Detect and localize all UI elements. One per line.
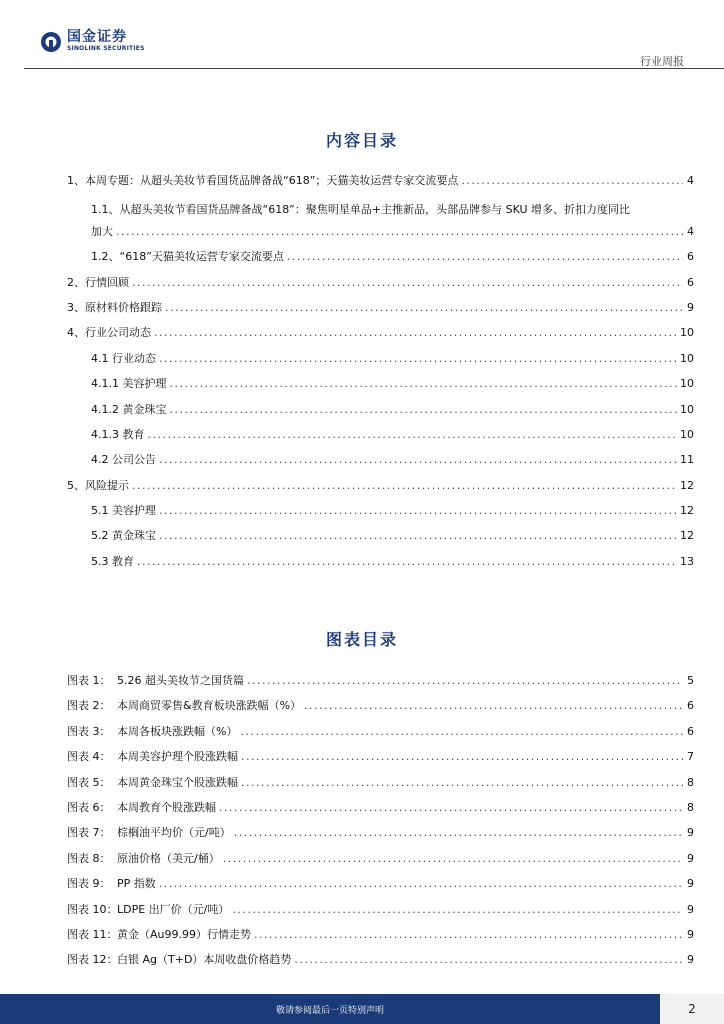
- figure-number: 图表 3：: [67, 724, 111, 738]
- toc-entry-text: 加大: [91, 224, 113, 238]
- figure-entry[interactable]: [67, 774, 694, 799]
- toc-entry-page: 12: [680, 504, 694, 518]
- leader-dots: [116, 225, 683, 238]
- leader-dots: [137, 555, 677, 568]
- leader-dots: [170, 377, 678, 390]
- toc-entry-text: 4.1.3 教育: [91, 427, 145, 441]
- figure-entry[interactable]: [67, 824, 694, 849]
- toc-list: [67, 172, 694, 578]
- toc-entry-wrapped-line[interactable]: 1.1、从超头美妆节看国货品牌备战“618”：聚焦明星单品+主推新品，头部品牌参与 SKU 增多、折扣力度同比: [91, 203, 631, 217]
- leader-dots: [287, 250, 683, 263]
- figure-page: 9: [687, 902, 694, 916]
- toc-entry-page: 10: [680, 427, 694, 441]
- toc-entry-text: 5.2 黄金珠宝: [91, 529, 156, 543]
- leader-dots: [159, 529, 677, 542]
- toc-entry-page: 11: [680, 453, 694, 467]
- figure-entry[interactable]: [67, 748, 694, 773]
- leader-dots: [241, 776, 683, 789]
- figure-number: 图表 4：: [67, 750, 111, 764]
- figure-entry[interactable]: [67, 697, 694, 722]
- figure-page: 6: [687, 724, 694, 738]
- toc-entry[interactable]: [67, 274, 694, 299]
- sinolink-logo: [40, 30, 145, 53]
- leader-dots: [461, 174, 683, 187]
- figure-number: 图表 9：: [67, 877, 111, 891]
- toc-entry[interactable]: [67, 451, 694, 476]
- figure-page: 9: [687, 927, 694, 941]
- toc-entry[interactable]: [67, 248, 694, 273]
- figure-number: 图表 2：: [67, 699, 111, 713]
- logo-company-name: 国金证券: [67, 29, 127, 45]
- toc-entry-text: 4.1.1 美容护理: [91, 377, 167, 391]
- toc-entry-page: 6: [687, 275, 694, 289]
- toc-entry-page: 10: [680, 402, 694, 416]
- figure-caption: LDPE 出厂价（元/吨）: [117, 902, 230, 916]
- leader-dots: [159, 453, 677, 466]
- figure-number: 图表 1：: [67, 674, 111, 687]
- toc-entry-page: 4: [687, 224, 694, 238]
- leader-dots: [154, 326, 677, 339]
- figure-caption: 本周各板块涨跌幅（%）: [117, 724, 238, 738]
- figure-number: 图表 7：: [67, 826, 111, 840]
- figure-entry[interactable]: [67, 850, 694, 875]
- figure-page: 5: [687, 674, 694, 687]
- figure-caption: 本周美容护理个股涨跌幅: [117, 750, 238, 764]
- toc-entry[interactable]: [67, 426, 694, 451]
- figure-caption: 原油价格（美元/桶）: [117, 851, 220, 865]
- figure-caption: 黄金（Au99.99）行情走势: [117, 927, 251, 941]
- leader-dots: [219, 801, 683, 814]
- figure-caption: PP 指数: [117, 877, 156, 891]
- leader-dots: [254, 928, 683, 941]
- page-number: 2: [660, 994, 724, 1024]
- figure-entry[interactable]: [67, 799, 694, 824]
- leader-dots: [148, 428, 678, 441]
- toc-entry-text: 4.2 公司公告: [91, 453, 156, 467]
- toc-entry[interactable]: [67, 502, 694, 527]
- toc-entry[interactable]: [67, 401, 694, 426]
- leader-dots: [159, 877, 683, 890]
- figure-caption: 本周商贸零售&教育板块涨跌幅（%）: [117, 699, 302, 713]
- toc-entry[interactable]: [67, 299, 694, 324]
- figure-caption: 本周教育个股涨跌幅: [117, 800, 216, 814]
- toc-entry-text: 1、本周专题：从超头美妆节看国货品牌备战“618”；天猫美妆运营专家交流要点: [67, 174, 459, 187]
- toc-entry[interactable]: [67, 350, 694, 375]
- toc-entry[interactable]: [67, 477, 694, 502]
- figure-page: 9: [687, 851, 694, 865]
- leader-dots: [170, 403, 678, 416]
- figure-caption: 棕榈油平均价（元/吨）: [117, 826, 231, 840]
- toc-entry-text: 4、行业公司动态: [67, 326, 151, 340]
- figure-page: 9: [687, 826, 694, 840]
- figure-entry[interactable]: [67, 672, 694, 697]
- leader-dots: [234, 826, 683, 839]
- toc-entry-text: 4.1 行业动态: [91, 351, 156, 365]
- figure-number: 图表 5：: [67, 775, 111, 789]
- toc-entry-page: 4: [687, 174, 694, 187]
- figure-entry[interactable]: [67, 926, 694, 951]
- toc-entry-page: 9: [687, 300, 694, 314]
- figure-caption: 本周黄金珠宝个股涨跌幅: [117, 775, 238, 789]
- figure-entry[interactable]: [67, 901, 694, 926]
- figure-entry[interactable]: [67, 723, 694, 748]
- leader-dots: [294, 953, 683, 966]
- leader-dots: [232, 903, 683, 916]
- toc-entry[interactable]: [67, 172, 694, 197]
- toc-entry[interactable]: [67, 223, 694, 248]
- toc-entry[interactable]: [67, 553, 694, 578]
- leader-dots: [223, 852, 683, 865]
- toc-entry-page: 6: [687, 250, 694, 264]
- figure-entry[interactable]: [67, 875, 694, 900]
- figures-title: 图表目录: [325, 630, 398, 649]
- toc-entry-page: 13: [680, 554, 694, 568]
- figure-page: 8: [687, 775, 694, 789]
- leader-dots: [159, 352, 677, 365]
- figure-number: 图表 8：: [67, 851, 111, 865]
- leader-dots: [132, 276, 683, 289]
- figure-number: 图表 11：: [67, 927, 118, 941]
- footer-disclaimer: 敬请参阅最后一页特别声明: [0, 994, 660, 1024]
- figure-caption: 白银 Ag（T+D）本周收盘价格趋势: [117, 953, 292, 967]
- logo-company-name-en: SINOLINK SECURITIES: [67, 45, 145, 52]
- leader-dots: [241, 750, 683, 763]
- toc-entry-text: 5.3 教育: [91, 554, 134, 568]
- figure-entry[interactable]: [67, 951, 694, 976]
- leader-dots: [240, 725, 683, 738]
- toc-entry[interactable]: [67, 375, 694, 400]
- figure-number: 图表 10：: [67, 902, 118, 916]
- header-divider: [24, 68, 724, 69]
- figure-page: 9: [687, 953, 694, 967]
- toc-entry-page: 10: [680, 351, 694, 365]
- toc-entry-page: 10: [680, 326, 694, 340]
- leader-dots: [132, 479, 677, 492]
- figures-list: [67, 672, 694, 977]
- toc-entry[interactable]: [67, 527, 694, 552]
- toc-entry-text: 2、行情回顾: [67, 275, 129, 289]
- figure-caption: 5.26 超头美妆节之国货篇: [117, 674, 244, 687]
- toc-entry-text: 5.1 美容护理: [91, 504, 156, 518]
- toc-entry-page: 12: [680, 529, 694, 543]
- toc-entry-text: 3、原材料价格跟踪: [67, 300, 162, 314]
- toc-entry-page: 12: [680, 478, 694, 492]
- figure-page: 6: [687, 699, 694, 713]
- figure-number: 图表 6：: [67, 800, 111, 814]
- toc-title: 内容目录: [325, 131, 398, 150]
- toc-entry[interactable]: [67, 324, 694, 349]
- sinolink-logo-icon: [40, 31, 62, 53]
- figure-page: 7: [687, 750, 694, 764]
- toc-entry-page: 10: [680, 377, 694, 391]
- toc-entry-text: 5、风险提示: [67, 478, 129, 492]
- leader-dots: [159, 504, 677, 517]
- toc-entry-text: 1.2、“618”天猫美妆运营专家交流要点: [91, 250, 284, 264]
- figure-number: 图表 12：: [67, 953, 118, 967]
- toc-entry-text: 4.1.2 黄金珠宝: [91, 402, 167, 416]
- leader-dots: [304, 699, 683, 712]
- leader-dots: [247, 674, 683, 687]
- page-footer: [0, 994, 724, 1024]
- figure-page: 8: [687, 800, 694, 814]
- report-type-label: 行业周报: [640, 55, 684, 68]
- leader-dots: [165, 301, 683, 314]
- figure-page: 9: [687, 877, 694, 891]
